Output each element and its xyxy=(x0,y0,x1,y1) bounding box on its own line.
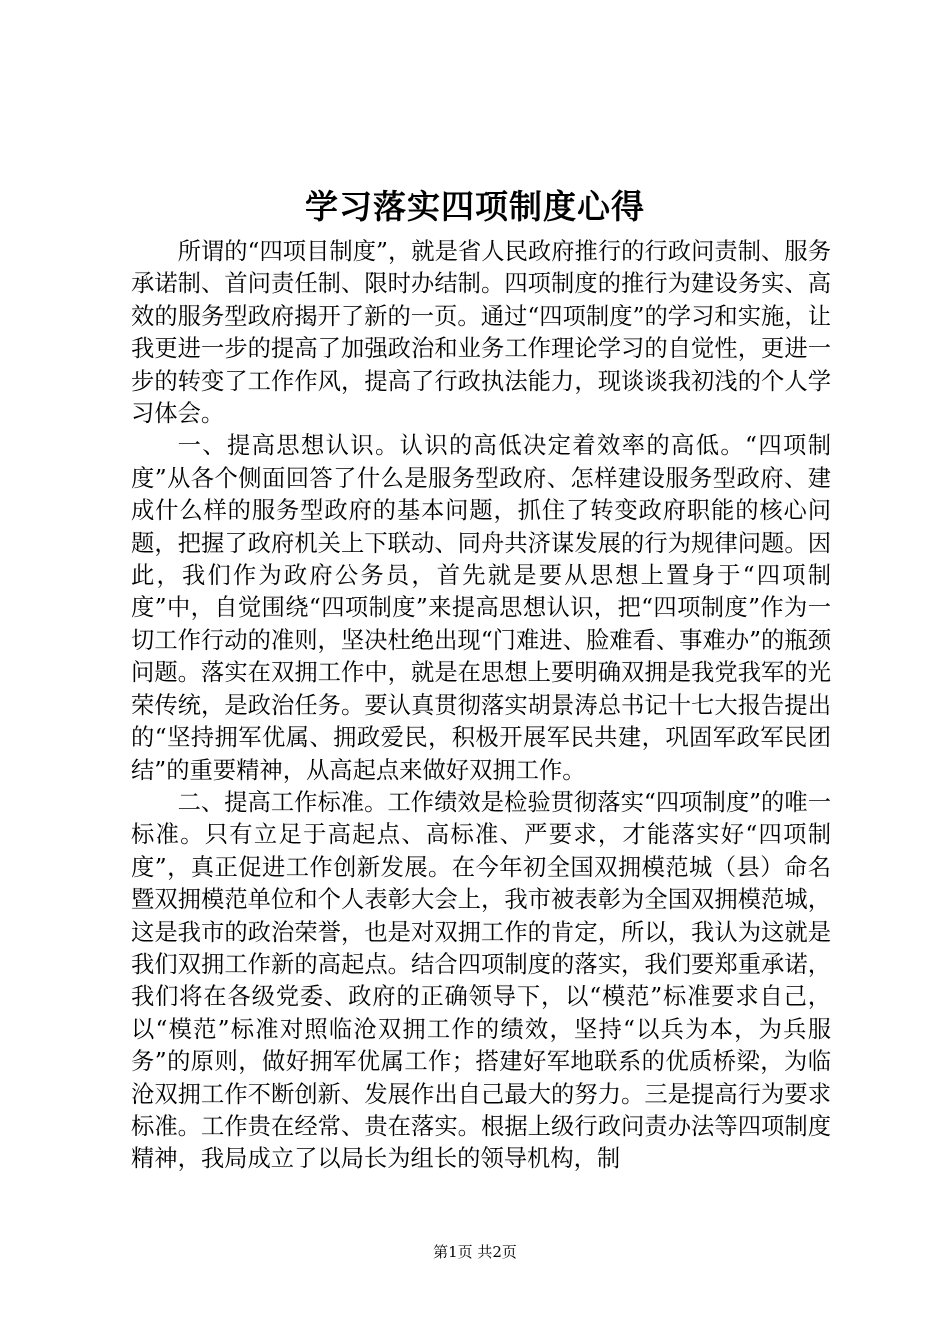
document-title: 学习落实四项制度心得 xyxy=(305,187,645,226)
page-footer xyxy=(0,1242,950,1262)
paragraph-section-one: 一、提高思想认识。认识的高低决定着效率的高低。“四项制度”从各个侧面回答了什么是服务型政府、怎样建设服务型政府、建成什么样的服务型政府的基本问题，抓住了转变政府职能的核心问题，把握了政府机关上下联动、同舟共济谋发展的行为规律问题。因此，我们作为政府公务员，首先就是要从思想上置身于“四项制度”中，自觉围绕“四项制度”来提高思想认识，把“四项制度”作为一切工作行动的准则，坚决杜绝出现“门难进、脸难看、事难办”的瓶颈问题。落实在双拥工作中，就是在思想上要明确双拥是我党我军的光荣传统，是政治任务。要认真贯彻落实胡景涛总书记十七大报告提出的“坚持拥军优属、拥政爱民，积极开展军民共建，巩固军政军民团结”的重要精神，从高起点来做好双拥工作。 xyxy=(131,432,831,784)
document-body xyxy=(131,236,831,1176)
page-indicator: 第1页 共2页 xyxy=(433,1243,517,1261)
paragraph-intro: 所谓的“四项目制度”，就是省人民政府推行的行政问责制、服务承诺制、首问责任制、限时办结制。四项制度的推行为建设务实、高效的服务型政府揭开了新的一页。通过“四项制度”的学习和实施，让我更进一步的提高了加强政治和业务工作理论学习的自觉性，更进一步的转变了工作作风，提高了行政执法能力，现谈谈我初浅的个人学习体会。 xyxy=(131,238,831,428)
paragraph-section-two: 二、提高工作标准。工作绩效是检验贯彻落实“四项制度”的唯一标准。只有立足于高起点、高标准、严要求，才能落实好“四项制度”，真正促进工作创新发展。在今年初全国双拥模范城（县）命名暨双拥模范单位和个人表彰大会上，我市被表彰为全国双拥模范城，这是我市的政治荣誉，也是对双拥工作的肯定，所以，我认为这就是我们双拥工作新的高起点。结合四项制度的落实，我们要郑重承诺，我们将在各级党委、政府的正确领导下，以“模范”标准要求自己，以“模范”标准对照临沧双拥工作的绩效，坚持“以兵为本，为兵服务”的原则，做好拥军优属工作；搭建好军地联系的优质桥梁，为临沧双拥工作不断创新、发展作出自己最大的努力。三是提高行为要求标准。工作贵在经常、贵在落实。根据上级行政问责办法等四项制度精神，我局成立了以局长为组长的领导机构，制 xyxy=(131,788,831,1173)
